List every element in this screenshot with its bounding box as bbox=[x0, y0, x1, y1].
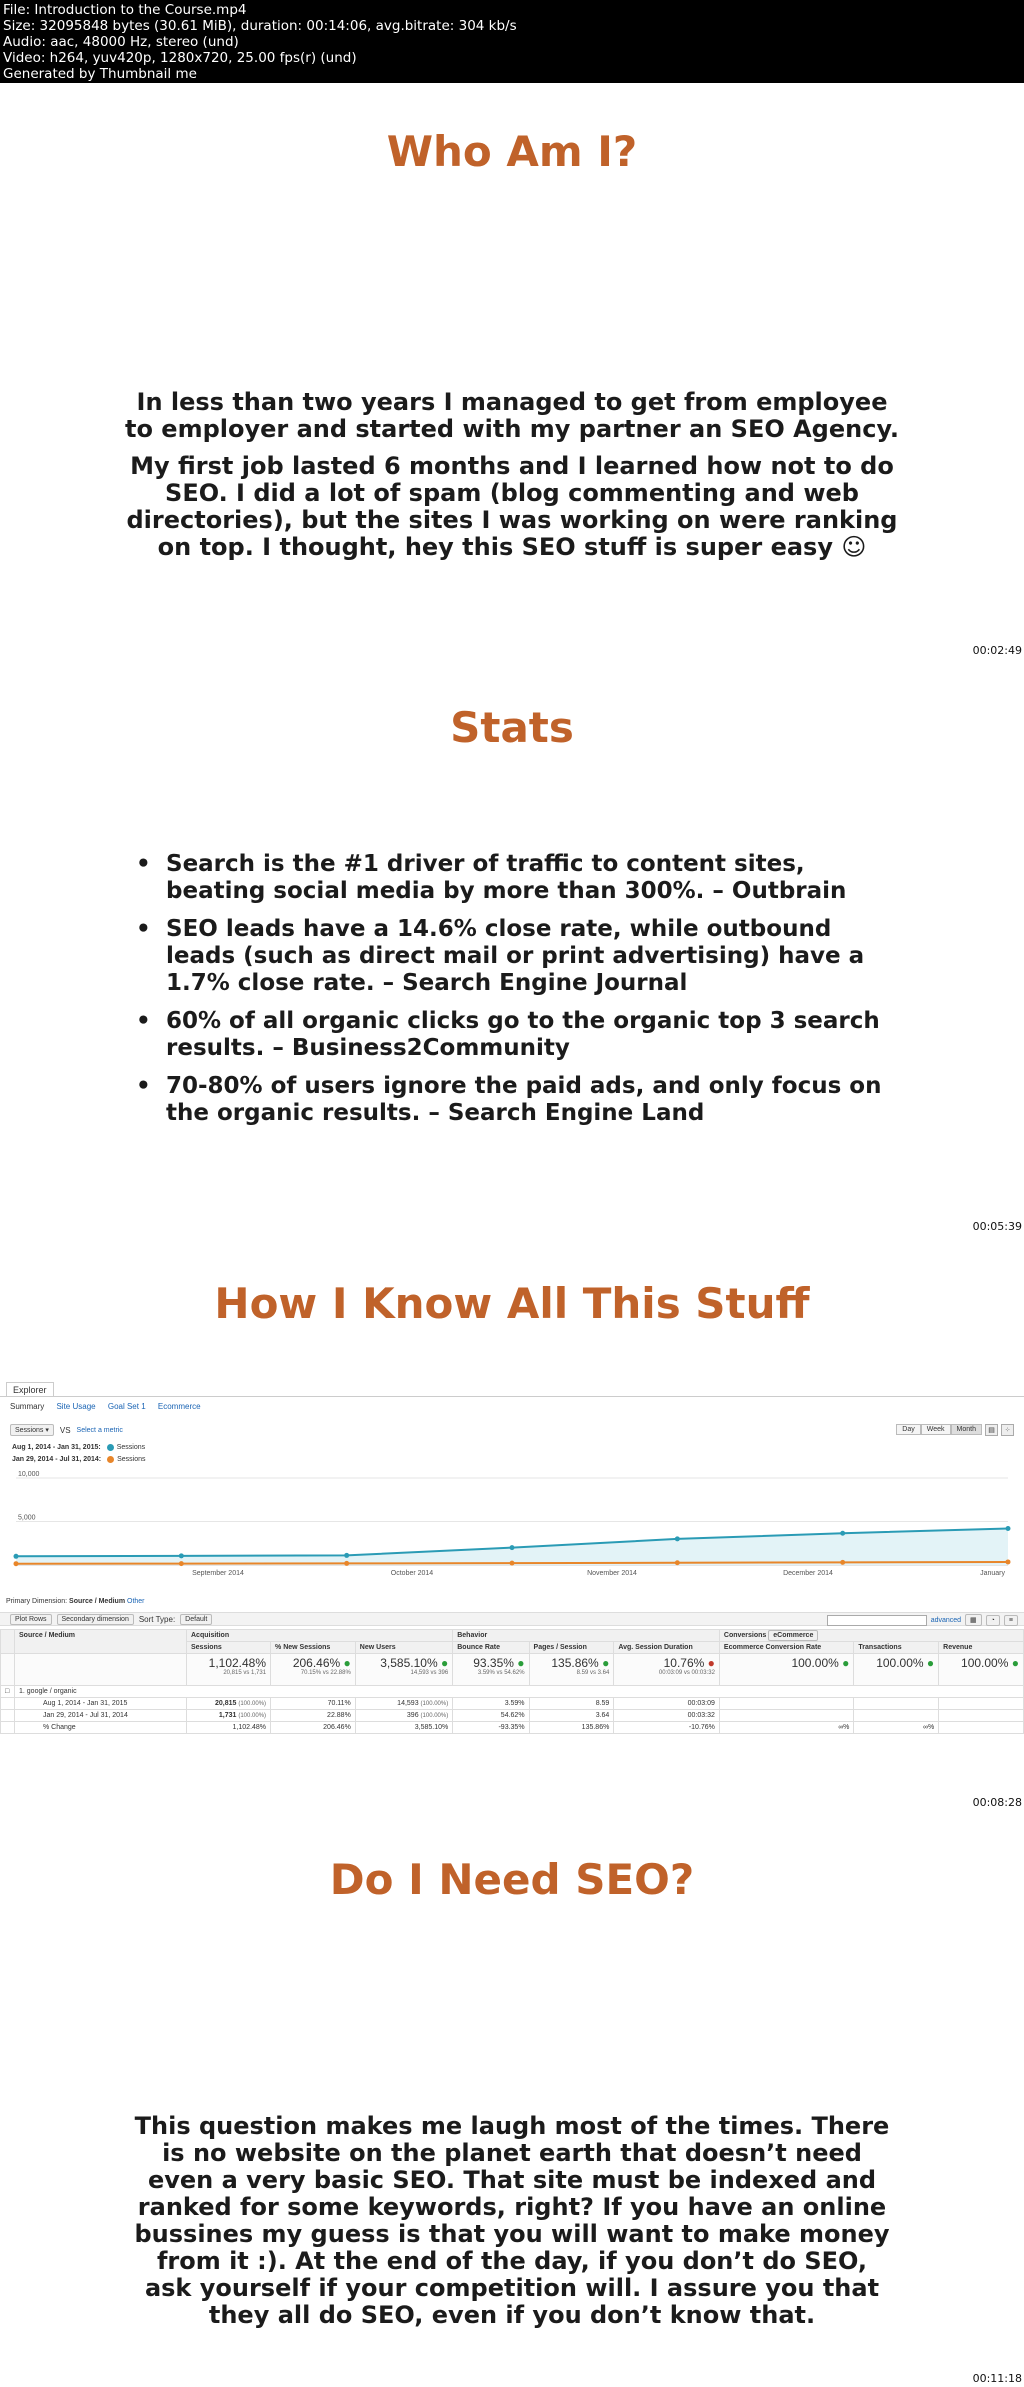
cell-empty bbox=[854, 1698, 939, 1710]
metric-controls bbox=[10, 1424, 123, 1436]
total-conv bbox=[719, 1654, 854, 1686]
frame-how-i-know bbox=[0, 1235, 1024, 1811]
table-row bbox=[1, 1686, 1024, 1698]
sessions-line-chart bbox=[0, 1470, 1024, 1590]
primary-dimension-value[interactable]: Source / Medium bbox=[69, 1598, 126, 1605]
report-subtabs bbox=[10, 1402, 211, 1411]
video-line: Video: h264, yuv420p, 1280x720, 25.00 fps(r) (und) bbox=[3, 50, 357, 66]
up-dot-icon: ● bbox=[517, 1656, 525, 1670]
frame-who-am-i bbox=[0, 83, 1024, 659]
generator-line: Generated by Thumbnail me bbox=[3, 66, 197, 82]
y-tick-label: 10,000 bbox=[18, 1471, 40, 1478]
legend-row bbox=[12, 1442, 146, 1454]
plot-rows-button[interactable]: Plot Rows bbox=[10, 1614, 52, 1625]
data-point bbox=[344, 1553, 349, 1558]
totals-spacer bbox=[15, 1654, 187, 1686]
total-conv-value: 100.00% bbox=[791, 1656, 839, 1670]
total-trans bbox=[854, 1654, 939, 1686]
col-bounce-rate[interactable]: Bounce Rate bbox=[453, 1642, 529, 1654]
total-sessions bbox=[187, 1654, 271, 1686]
subtab-summary[interactable]: Summary bbox=[10, 1402, 45, 1411]
row-checkbox[interactable]: □ bbox=[1, 1686, 15, 1698]
cell-sessions-value: 1,731 bbox=[218, 1712, 237, 1719]
totals-spacer bbox=[1, 1654, 15, 1686]
stats-bullet: • 70-80% of users ignore the paid ads, and only focus on the organic results. – Search Engine Land bbox=[136, 1073, 906, 1127]
col-revenue[interactable]: Revenue bbox=[939, 1642, 1024, 1654]
cell-bounce: 54.62% bbox=[453, 1710, 529, 1722]
legend-swatch bbox=[107, 1444, 114, 1451]
legend-row bbox=[12, 1454, 146, 1466]
cell-bounce: -93.35% bbox=[453, 1722, 529, 1734]
total-sessions-sub: 20,815 vs 1,731 bbox=[223, 1670, 267, 1676]
table-search-input[interactable] bbox=[827, 1615, 927, 1626]
stats-bullet: • Search is the #1 driver of traffic to content sites, beating social media by more than 300%. – Outbrain bbox=[136, 851, 906, 905]
subtab-site-usage[interactable]: Site Usage bbox=[56, 1402, 96, 1411]
col-pages-session[interactable]: Pages / Session bbox=[529, 1642, 614, 1654]
table-row bbox=[1, 1722, 1024, 1734]
row-label[interactable]: 1. google / organic bbox=[15, 1686, 1024, 1698]
up-dot-icon: ● bbox=[343, 1656, 351, 1670]
legend-name: Sessions bbox=[116, 1444, 146, 1451]
data-point bbox=[510, 1545, 515, 1550]
cell-new-sessions: 22.88% bbox=[271, 1710, 356, 1722]
chart-legend bbox=[12, 1442, 146, 1466]
cell-sessions-pct: (100.00%) bbox=[238, 1713, 267, 1719]
up-dot-icon: ● bbox=[1011, 1656, 1019, 1670]
cell-new-users-pct: (100.00%) bbox=[420, 1701, 449, 1707]
tab-explorer[interactable]: Explorer bbox=[6, 1382, 54, 1397]
frame-stats bbox=[0, 659, 1024, 1235]
bar-view-icon[interactable]: ≡ bbox=[1004, 1615, 1018, 1626]
total-rev bbox=[939, 1654, 1024, 1686]
timestamp: 00:02:49 bbox=[972, 644, 1022, 657]
cell-sessions-pct: (100.00%) bbox=[238, 1701, 267, 1707]
cell-duration: 00:03:09 bbox=[614, 1698, 720, 1710]
slide-title: Stats bbox=[450, 703, 574, 752]
total-trans-value: 100.00% bbox=[876, 1656, 924, 1670]
total-rev-value: 100.00% bbox=[961, 1656, 1009, 1670]
row-spacer bbox=[1, 1722, 15, 1734]
sort-type-dropdown[interactable]: Default bbox=[180, 1614, 212, 1625]
table-row bbox=[1, 1698, 1024, 1710]
row-spacer bbox=[1, 1710, 15, 1722]
down-dot-icon: ● bbox=[707, 1656, 715, 1670]
cell-sessions bbox=[187, 1698, 271, 1710]
x-tick-label: September 2014 bbox=[192, 1570, 244, 1577]
period-toggle bbox=[896, 1424, 982, 1435]
cell-sessions bbox=[187, 1710, 271, 1722]
cell-duration: 00:03:32 bbox=[614, 1710, 720, 1722]
timestamp: 00:05:39 bbox=[972, 1220, 1022, 1233]
frame-do-i-need-seo bbox=[0, 1811, 1024, 2387]
slide-paragraph-2: My first job lasted 6 months and I learned how not to do SEO. I did a lot of spam (blog commenting and web directories), but the sites I was working on were ranking on top. I thought, hey this SEO stuff is super easy ☺ bbox=[126, 452, 898, 561]
row-spacer bbox=[1, 1698, 15, 1710]
data-point bbox=[14, 1561, 19, 1566]
cell-empty bbox=[939, 1710, 1024, 1722]
slide-title: Do I Need SEO? bbox=[329, 1855, 695, 1904]
sort-type-label: Sort Type: bbox=[138, 1615, 176, 1624]
cell-empty bbox=[719, 1698, 854, 1710]
total-new-users-sub: 14,593 vs 396 bbox=[410, 1670, 449, 1676]
table-view-icon[interactable]: ▦ bbox=[965, 1614, 982, 1626]
audio-line: Audio: aac, 48000 Hz, stereo (und) bbox=[3, 34, 239, 50]
stats-list bbox=[136, 851, 906, 1138]
up-dot-icon: ● bbox=[440, 1656, 449, 1670]
data-point bbox=[675, 1560, 680, 1565]
data-point bbox=[1006, 1526, 1011, 1531]
pie-view-icon[interactable]: ◔ bbox=[986, 1615, 1000, 1626]
data-point bbox=[840, 1531, 845, 1536]
slide-title: How I Know All This Stuff bbox=[214, 1279, 810, 1328]
tab-divider bbox=[0, 1396, 1024, 1397]
data-point bbox=[14, 1554, 19, 1559]
up-dot-icon: ● bbox=[842, 1656, 850, 1670]
total-duration-value: 10.76% bbox=[663, 1656, 705, 1670]
cell-pages: 8.59 bbox=[529, 1698, 614, 1710]
col-transactions[interactable]: Transactions bbox=[854, 1642, 939, 1654]
chart-type-icons bbox=[985, 1424, 1014, 1436]
group-conversions bbox=[719, 1630, 1023, 1642]
cell-empty bbox=[719, 1710, 854, 1722]
row-label: Aug 1, 2014 - Jan 31, 2015 bbox=[15, 1698, 187, 1710]
total-new-users bbox=[355, 1654, 452, 1686]
data-point bbox=[179, 1553, 184, 1558]
cell-bounce: 3.59% bbox=[453, 1698, 529, 1710]
data-point bbox=[510, 1561, 515, 1566]
cell-new-sessions: 70.11% bbox=[271, 1698, 356, 1710]
col-new-sessions[interactable]: % New Sessions bbox=[271, 1642, 356, 1654]
y-tick-label: 5,000 bbox=[18, 1514, 36, 1522]
slide-paragraph: This question makes me laugh most of the times. There is no website on the planet earth that doesn’t need even a very basic SEO. That site must be indexed and ranked for some keywords, right? If you have an online bussines my guess is that you will want to make money from it :). At the end of the day, if you don’t do SEO, ask yourself if your competition will. I assure you that they all do SEO, even if you don’t know that. bbox=[134, 2112, 890, 2329]
metric-dropdown[interactable]: Sessions ▾ bbox=[10, 1424, 54, 1436]
x-tick-label: November 2014 bbox=[587, 1570, 637, 1577]
up-dot-icon: ● bbox=[926, 1656, 935, 1670]
period-month[interactable]: Month bbox=[951, 1424, 982, 1435]
x-tick-label: January bbox=[980, 1570, 1005, 1577]
up-dot-icon: ● bbox=[602, 1656, 610, 1670]
col-sessions[interactable]: Sessions bbox=[187, 1642, 271, 1654]
total-new-users-value: 3,585.10% bbox=[380, 1656, 438, 1670]
analytics-report bbox=[0, 1382, 1024, 1802]
row-label: % Change bbox=[15, 1722, 187, 1734]
cell-pages: 135.86% bbox=[529, 1722, 614, 1734]
cell-sessions-value: 20,815 bbox=[214, 1700, 237, 1707]
slide-title: Who Am I? bbox=[386, 127, 638, 176]
stats-bullet: • SEO leads have a 14.6% close rate, while outbound leads (such as direct mail or print advertising) have a 1.7% close rate. – Search Engine Journal bbox=[136, 916, 906, 997]
legend-range: Jan 29, 2014 - Jul 31, 2014: bbox=[12, 1456, 102, 1463]
data-point bbox=[675, 1536, 680, 1541]
cell-empty bbox=[939, 1698, 1024, 1710]
motion-chart-icon[interactable]: ⁘ bbox=[1001, 1424, 1014, 1436]
total-pages-value: 135.86% bbox=[551, 1656, 599, 1670]
cell-new-sessions: 206.46% bbox=[271, 1722, 356, 1734]
analytics-table bbox=[0, 1629, 1024, 1734]
table-filter-bar bbox=[0, 1612, 1024, 1626]
total-new-sessions-value: 206.46% bbox=[292, 1656, 341, 1670]
subtab-ecommerce[interactable]: Ecommerce bbox=[157, 1402, 201, 1411]
row-label: Jan 29, 2014 - Jul 31, 2014 bbox=[15, 1710, 187, 1722]
other-dimension-link[interactable]: Other bbox=[127, 1598, 145, 1605]
slide-paragraph-1: In less than two years I managed to get from employee to employer and started with my partner an SEO Agency. bbox=[124, 388, 900, 443]
data-point bbox=[840, 1560, 845, 1565]
conversions-label: Conversions bbox=[723, 1632, 767, 1639]
stats-bullet: • 60% of all organic clicks go to the organic top 3 search results. – Business2Community bbox=[136, 1008, 906, 1062]
legend-range: Aug 1, 2014 - Jan 31, 2015: bbox=[12, 1444, 101, 1451]
total-new-sessions-sub: 70.15% vs 22.88% bbox=[300, 1670, 351, 1676]
file-info-header bbox=[0, 0, 1024, 83]
subtab-goal-set[interactable]: Goal Set 1 bbox=[107, 1402, 146, 1411]
data-point bbox=[1006, 1559, 1011, 1564]
cell-sessions: 1,102.48% bbox=[187, 1722, 271, 1734]
data-point bbox=[179, 1561, 184, 1566]
col-conversion-rate[interactable]: Ecommerce Conversion Rate bbox=[719, 1642, 854, 1654]
select-metric-link[interactable]: Select a metric bbox=[76, 1426, 123, 1434]
legend-name: Sessions bbox=[117, 1456, 146, 1463]
x-tick-label: October 2014 bbox=[390, 1570, 434, 1577]
cell-empty bbox=[854, 1710, 939, 1722]
legend-swatch bbox=[107, 1456, 114, 1463]
cell-trans: ∞% bbox=[854, 1722, 939, 1734]
file-name-line: File: Introduction to the Course.mp4 bbox=[3, 2, 247, 18]
cell-empty bbox=[939, 1722, 1024, 1734]
totals-row bbox=[1, 1654, 1024, 1686]
cell-duration: -10.76% bbox=[614, 1722, 720, 1734]
group-acquisition: Acquisition bbox=[187, 1630, 453, 1642]
total-sessions-value: 1,102.48% bbox=[208, 1656, 267, 1670]
cell-new-users-value: 396 bbox=[406, 1712, 419, 1719]
cell-conv: ∞% bbox=[719, 1722, 854, 1734]
col-avg-duration[interactable]: Avg. Session Duration bbox=[614, 1642, 720, 1654]
primary-dimension bbox=[6, 1598, 145, 1605]
total-pages-sub: 8.59 vs 3.64 bbox=[576, 1670, 610, 1676]
table-row bbox=[1, 1710, 1024, 1722]
total-bounce-sub: 3.59% vs 54.62% bbox=[477, 1670, 525, 1676]
metric-label: Sessions bbox=[15, 1427, 44, 1434]
period-week[interactable]: Week bbox=[921, 1424, 951, 1435]
cell-new-users: 3,585.10% bbox=[355, 1722, 452, 1734]
x-tick-label: December 2014 bbox=[783, 1570, 833, 1577]
total-new-sessions bbox=[271, 1654, 356, 1686]
col-source-medium[interactable]: Source / Medium bbox=[15, 1630, 187, 1654]
line-chart-icon[interactable]: ▤ bbox=[985, 1424, 998, 1436]
advanced-link[interactable]: advanced bbox=[930, 1616, 962, 1624]
conversions-dropdown[interactable]: eCommerce bbox=[768, 1630, 818, 1641]
group-behavior: Behavior bbox=[453, 1630, 720, 1642]
cell-new-users-pct: (100.00%) bbox=[420, 1713, 449, 1719]
col-new-users[interactable]: New Users bbox=[355, 1642, 452, 1654]
total-bounce bbox=[453, 1654, 529, 1686]
file-size-line: Size: 32095848 bytes (30.61 MiB), duration: 00:14:06, avg.bitrate: 304 kb/s bbox=[3, 18, 517, 34]
secondary-dimension-dropdown[interactable]: Secondary dimension bbox=[57, 1614, 134, 1625]
total-duration bbox=[614, 1654, 720, 1686]
cell-new-users-value: 14,593 bbox=[397, 1700, 419, 1707]
cell-new-users bbox=[355, 1710, 452, 1722]
primary-dimension-label: Primary Dimension: bbox=[6, 1598, 68, 1605]
select-all-cell[interactable] bbox=[1, 1630, 15, 1654]
cell-new-users bbox=[355, 1698, 452, 1710]
vs-label: VS bbox=[59, 1425, 71, 1435]
period-day[interactable]: Day bbox=[896, 1424, 920, 1435]
data-point bbox=[344, 1561, 349, 1566]
total-duration-sub: 00:03:09 vs 00:03:32 bbox=[658, 1670, 715, 1676]
timestamp: 00:08:28 bbox=[972, 1796, 1022, 1809]
cell-pages: 3.64 bbox=[529, 1710, 614, 1722]
total-bounce-value: 93.35% bbox=[473, 1656, 514, 1670]
timestamp: 00:11:18 bbox=[972, 2372, 1022, 2385]
total-pages bbox=[529, 1654, 614, 1686]
